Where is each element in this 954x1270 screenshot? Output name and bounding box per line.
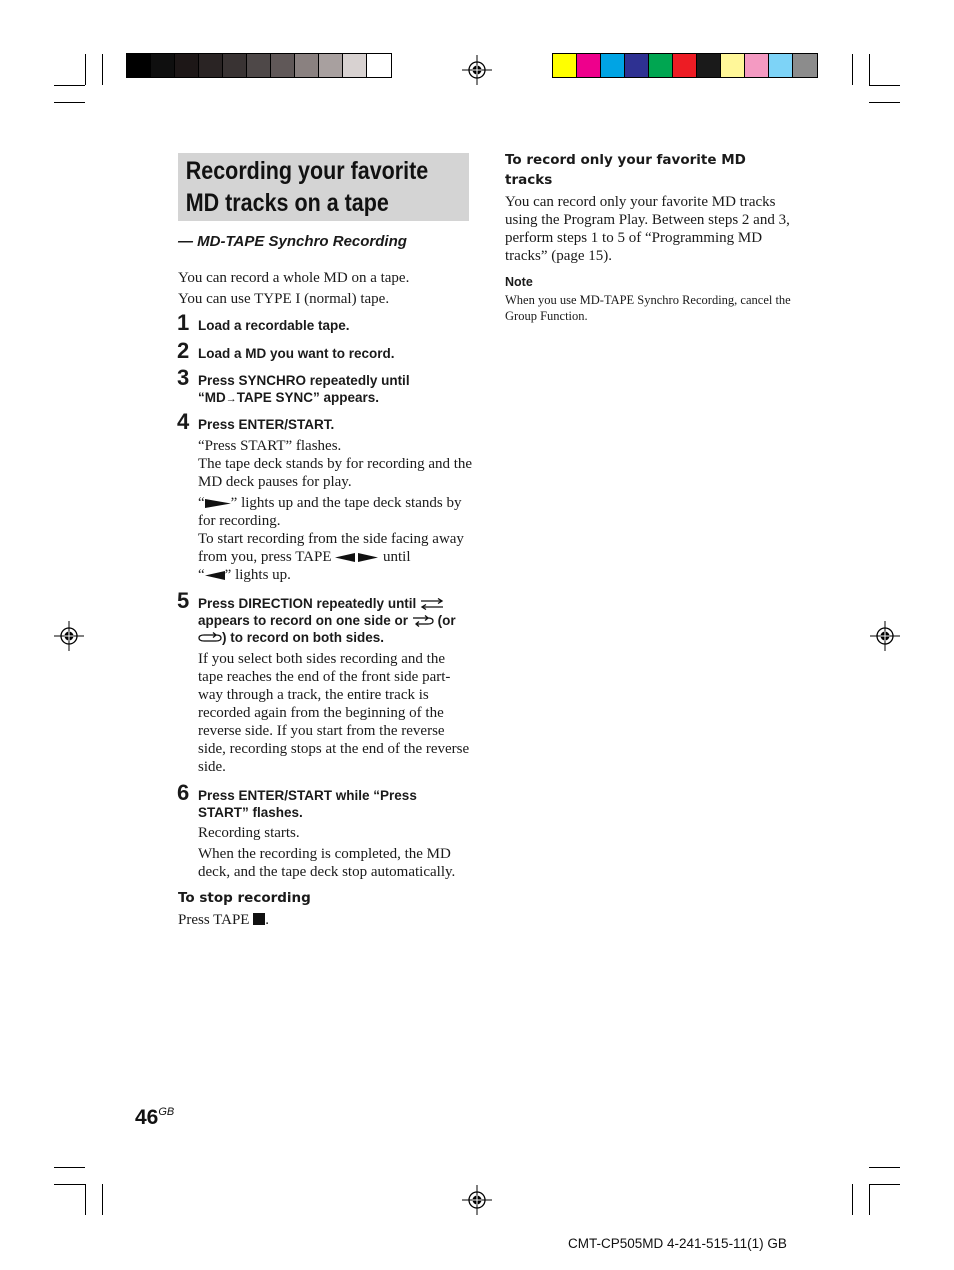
color-swatch [223, 54, 247, 77]
step-text: ” lights up. [224, 567, 291, 583]
play-reverse-icon [205, 570, 225, 581]
crop-line [869, 85, 900, 86]
crop-line [869, 1167, 900, 1168]
intro-line: You can record a whole MD on a tape. [178, 270, 410, 286]
process-color-bar [552, 53, 818, 78]
crop-line [852, 54, 853, 85]
color-swatch [601, 54, 625, 77]
page-number-value: 46 [135, 1106, 159, 1129]
page-title [178, 153, 428, 219]
color-swatch [199, 54, 223, 77]
step-text: until [383, 549, 411, 565]
note-heading: Note [505, 275, 533, 289]
color-swatch [367, 54, 391, 77]
quote-open: “ [198, 495, 205, 511]
registration-mark-icon [462, 1185, 492, 1215]
step-number: 3 [177, 365, 190, 390]
crop-line [869, 102, 900, 103]
color-swatch [271, 54, 295, 77]
color-swatch [721, 54, 745, 77]
color-swatch [553, 54, 577, 77]
color-swatch [577, 54, 601, 77]
title-line-1: Recording your favorite [185, 157, 429, 185]
registration-mark-icon [870, 621, 900, 651]
registration-mark-icon [54, 621, 84, 651]
step-title-text: appears to record on one side or [198, 613, 409, 628]
color-swatch [175, 54, 199, 77]
step-paragraph: “Press START” flashes. [198, 438, 342, 454]
step-number: 2 [177, 338, 190, 363]
color-swatch [247, 54, 271, 77]
color-swatch [649, 54, 673, 77]
crop-line [102, 1184, 103, 1215]
page-number-suffix: GB [158, 1106, 175, 1118]
quote-open: “ [198, 567, 205, 583]
color-swatch [769, 54, 793, 77]
step-title: Load a recordable tape. [198, 318, 350, 333]
step-title-text: TAPE SYNC” appears. [236, 390, 380, 405]
crop-line [869, 54, 870, 85]
step-title [198, 595, 473, 646]
heading-text: tracks [505, 172, 553, 188]
intro-line: You can use TYPE I (normal) tape. [178, 291, 390, 307]
color-swatch [127, 54, 151, 77]
crop-line [85, 54, 86, 85]
step-paragraph: Recording starts. [198, 825, 300, 841]
crop-line [54, 102, 85, 103]
crop-line [85, 1184, 86, 1215]
step-number: 5 [177, 588, 190, 613]
step-number: 6 [177, 780, 190, 805]
note-body: When you use MD-TAPE Synchro Recording, cancel the Group Function. [505, 293, 791, 323]
color-swatch [295, 54, 319, 77]
color-swatch [319, 54, 343, 77]
crop-line [852, 1184, 853, 1215]
color-swatch [625, 54, 649, 77]
title-line-2: MD tracks on a tape [185, 189, 389, 217]
step-paragraph [198, 494, 473, 530]
favorite-tracks-body: You can record only your favorite MD tracks using the Program Play. Between steps 2 and 3, perform steps 1 to 5 of “Programming MD tracks” (page 15). [505, 194, 790, 264]
crop-line [102, 54, 103, 85]
step-paragraph [198, 530, 473, 584]
heading-text: To record only your favorite MD [505, 152, 746, 168]
step-title: Press ENTER/START while “Press START” flashes. [198, 788, 417, 820]
subtitle: — MD-TAPE Synchro Recording [178, 233, 407, 250]
step-title-text: “MD [198, 390, 226, 405]
grayscale-color-bar [126, 53, 392, 78]
step-body: If you select both sides recording and the tape reaches the end of the front side part-way through a track, the entire track is recorded again from the beginning of the reverse side. If you start from the reverse side, recording stops at the end of the reverse side. [198, 651, 470, 775]
color-swatch [343, 54, 367, 77]
step-number: 1 [177, 310, 190, 335]
one-way-direction-icon [420, 598, 444, 610]
step-text: ” lights up and the tape deck stands by for recording. [198, 495, 462, 529]
stop-recording-text [178, 911, 269, 929]
color-swatch [793, 54, 817, 77]
stop-text: Press TAPE [178, 912, 250, 928]
crop-line [869, 1184, 900, 1185]
registration-mark-icon [462, 55, 492, 85]
step-title-text: ) to record on both sides. [222, 630, 385, 645]
color-swatch [673, 54, 697, 77]
step-title-text: Press DIRECTION repeatedly until [198, 596, 417, 611]
stop-text: . [265, 912, 269, 928]
color-swatch [151, 54, 175, 77]
relay-direction-icon [198, 632, 222, 644]
crop-line [869, 1184, 870, 1215]
step-title: Press ENTER/START. [198, 417, 335, 432]
step-paragraph: The tape deck stands by for recording and the MD deck pauses for play. [198, 456, 473, 490]
color-swatch [697, 54, 721, 77]
intro [178, 268, 468, 310]
step-title-text: Press SYNCHRO repeatedly until [198, 373, 410, 388]
color-swatch [745, 54, 769, 77]
step-title-text: (or [437, 613, 456, 628]
step-title: Load a MD you want to record. [198, 346, 395, 361]
arrow-right-icon: → [225, 393, 237, 405]
step-paragraph: When the recording is completed, the MD deck, and the tape deck stop automatically. [198, 846, 456, 880]
crop-line [54, 1167, 85, 1168]
stop-recording-heading: To stop recording [178, 890, 311, 906]
title-box [178, 153, 469, 221]
step-text: To start recording from the side facing away from you, press TAPE [198, 531, 464, 565]
crop-line [54, 85, 85, 86]
stop-square-icon [253, 913, 265, 925]
page-number [135, 1106, 174, 1130]
model-code: CMT-CP505MD 4-241-515-11(1) GB [568, 1236, 787, 1251]
step-number: 4 [177, 409, 190, 434]
play-forward-icon [205, 498, 231, 509]
crop-line [54, 1184, 85, 1185]
step-body [198, 824, 473, 881]
step-body [198, 437, 473, 584]
tape-play-both-directions-icon [335, 552, 379, 563]
step-title [198, 372, 473, 408]
both-sides-direction-icon [412, 615, 434, 627]
favorite-tracks-heading [505, 150, 805, 190]
